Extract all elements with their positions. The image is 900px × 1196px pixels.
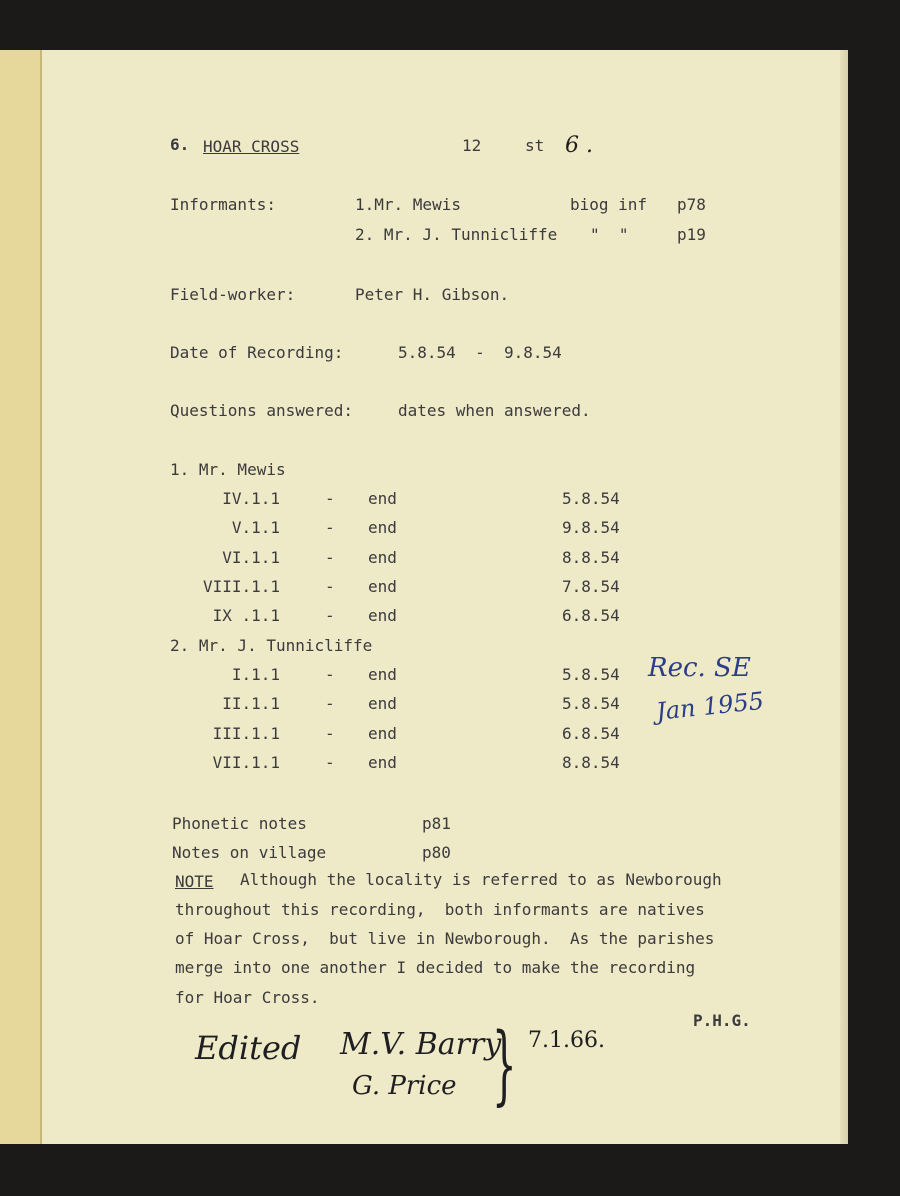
date-cell: 5.8.54	[562, 665, 620, 684]
questions-label: Questions answered:	[170, 401, 354, 420]
recording-date-label: Date of Recording:	[170, 343, 344, 362]
note-line: throughout this recording, both informants are natives	[175, 900, 705, 919]
village-notes-label: Notes on village	[172, 843, 327, 862]
brace-mark: }	[492, 1015, 517, 1115]
entry-number: 6.	[170, 135, 190, 154]
date-cell: 5.8.54	[562, 694, 620, 713]
st-value-handwritten: 6 .	[565, 133, 593, 158]
informants-label: Informants:	[170, 195, 276, 214]
binding-strip	[0, 50, 42, 1144]
section-cell: VI.1.1	[222, 548, 280, 567]
dash-cell: -	[325, 548, 335, 567]
dash-cell: -	[325, 577, 335, 596]
section-cell: V.1.1	[231, 518, 280, 537]
dash-cell: -	[325, 489, 335, 508]
informant-1-name: 1.Mr. Mewis	[355, 195, 461, 214]
end-cell: end	[368, 753, 397, 772]
informant-2-heading: 2. Mr. J. Tunnicliffe	[170, 636, 373, 655]
end-cell: end	[368, 577, 397, 596]
section-cell: I.1.1	[231, 665, 280, 684]
dash-cell: -	[325, 694, 335, 713]
phonetic-notes-page: p81	[422, 814, 451, 833]
dash-cell: -	[325, 753, 335, 772]
phonetic-notes-label: Phonetic notes	[172, 814, 307, 833]
st-label: st	[525, 136, 545, 155]
dash-cell: -	[325, 724, 335, 743]
end-cell: end	[368, 548, 397, 567]
section-cell: III.1.1	[212, 724, 280, 743]
date-cell: 9.8.54	[562, 518, 620, 537]
end-cell: end	[368, 665, 397, 684]
note-label: NOTE	[175, 872, 214, 891]
page-title: HOAR CROSS	[203, 137, 300, 156]
village-notes-page: p80	[422, 843, 451, 862]
date-cell: 5.8.54	[562, 489, 620, 508]
locality-code: 12	[462, 136, 482, 155]
date-cell: 8.8.54	[562, 548, 620, 567]
informant-2-page: p19	[677, 225, 706, 244]
dash-cell: -	[325, 518, 335, 537]
informant-2-info: " "	[590, 225, 629, 244]
note-line: merge into one another I decided to make the recording	[175, 958, 696, 977]
informant-1-info: biog inf	[570, 195, 648, 214]
note-line: for Hoar Cross.	[175, 988, 320, 1007]
dash-cell: -	[325, 606, 335, 625]
note-line: of Hoar Cross, but live in Newborough. As the parishes	[175, 929, 715, 948]
informant-1-page: p78	[677, 195, 706, 214]
section-cell: VIII.1.1	[202, 577, 280, 596]
section-cell: II.1.1	[222, 694, 280, 713]
informant-1-heading: 1. Mr. Mewis	[170, 460, 286, 479]
editor-name-1: M.V. Barry	[340, 1027, 502, 1062]
end-cell: end	[368, 606, 397, 625]
received-note-line-1: Rec. SE	[648, 653, 751, 683]
received-note-line-2: Jan 1955	[654, 686, 766, 726]
end-cell: end	[368, 724, 397, 743]
end-cell: end	[368, 694, 397, 713]
date-cell: 6.8.54	[562, 606, 620, 625]
edited-date: 7.1.66.	[528, 1028, 605, 1053]
fieldworker-label: Field-worker:	[170, 285, 296, 304]
date-cell: 6.8.54	[562, 724, 620, 743]
end-cell: end	[368, 518, 397, 537]
date-cell: 7.8.54	[562, 577, 620, 596]
document-page	[0, 50, 848, 1144]
dash-cell: -	[325, 665, 335, 684]
end-cell: end	[368, 489, 397, 508]
informant-2-name: 2. Mr. J. Tunnicliffe	[355, 225, 558, 244]
page-edge	[840, 50, 848, 1144]
editor-name-2: G. Price	[352, 1071, 457, 1101]
section-cell: IX .1.1	[212, 606, 280, 625]
recording-date-value: 5.8.54 - 9.8.54	[398, 343, 562, 362]
edited-label: Edited	[195, 1029, 302, 1067]
fieldworker-value: Peter H. Gibson.	[355, 285, 510, 304]
questions-value: dates when answered.	[398, 401, 591, 420]
date-cell: 8.8.54	[562, 753, 620, 772]
section-cell: IV.1.1	[222, 489, 280, 508]
note-line: Although the locality is referred to as Newborough	[240, 870, 722, 889]
section-cell: VII.1.1	[212, 753, 280, 772]
author-initials: P.H.G.	[693, 1011, 751, 1030]
